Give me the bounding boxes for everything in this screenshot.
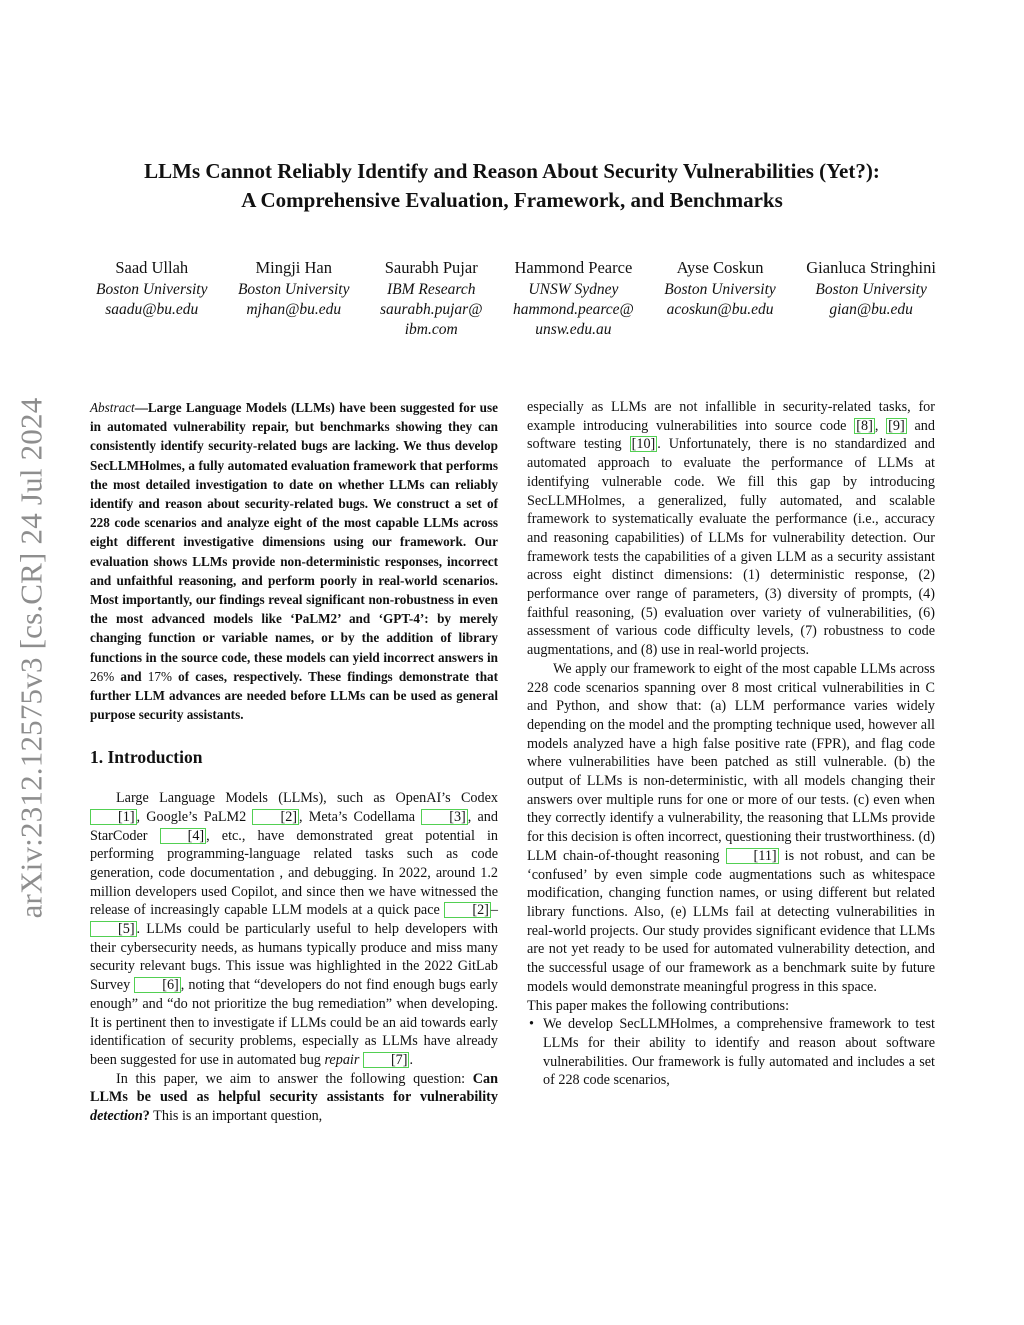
- author-name: Hammond Pearce: [514, 258, 633, 277]
- author-affiliation: UNSW Sydney: [528, 281, 619, 298]
- left-column: [90, 398, 498, 1126]
- emphasis-detection: detection: [90, 1108, 143, 1125]
- author-block: [96, 258, 208, 340]
- citation-link[interactable]: [3]: [421, 809, 468, 825]
- citation-link[interactable]: [6]: [134, 977, 181, 993]
- author-email: gian@bu.edu: [829, 301, 913, 318]
- author-block: [664, 258, 776, 340]
- author-affiliation: Boston University: [237, 281, 350, 298]
- author-block: [238, 258, 350, 340]
- section-heading-introduction: 1. Introduction: [90, 747, 203, 768]
- author-block: [806, 258, 936, 340]
- text-run: We apply our framework to eight of the most capable LLMs across 228 code scenarios spanning over 8 most critical vulnerabilities in C and Python, and show that: (a) LLM performance varies widely depending on the model and the prompting technique used, however all models analyzed have a high false positive rate (FPR), and flag code where vulnerabilities have been patched as still vulnerable. (b) the output of LLMs is non-deterministic, with all models changing their answers over multiple runs for one or more of our tests. (c) even when they correctly identify a vulnerability, the reasoning that LLMs provide for this decision is often incorrect, questioning their trustworthiness. (d) LLM chain-of-thought reasoning: [527, 660, 935, 864]
- text-run: .: [409, 1052, 414, 1068]
- author-name: Gianluca Stringhini: [806, 258, 936, 277]
- text-run: , and StarCoder: [90, 808, 498, 844]
- author-affiliation: Boston University: [664, 281, 776, 298]
- citation-link[interactable]: [7]: [363, 1052, 410, 1068]
- text-run: –: [490, 902, 498, 919]
- right-paragraph-1: [527, 398, 935, 660]
- abstract: [90, 398, 498, 724]
- paper-title: [60, 157, 964, 215]
- intro-paragraph-2: [90, 1070, 498, 1126]
- abstract-percent-1: 26%: [90, 668, 115, 684]
- author-affiliation: IBM Research: [386, 281, 476, 298]
- author-affiliation: Boston University: [815, 281, 927, 298]
- abstract-and: and: [120, 668, 142, 684]
- author-affiliation: Boston University: [96, 281, 208, 298]
- text-run: , Google’s PaLM2: [136, 808, 253, 825]
- citation-link[interactable]: [11]: [726, 848, 779, 864]
- emphasis-repair: repair: [324, 1052, 360, 1068]
- abstract-tail: of cases, respectively. These findings demonstrate that further LLM advances are needed before LLMs can be used as general purpose security assistants.: [90, 668, 499, 723]
- citation-link[interactable]: [5]: [90, 921, 137, 937]
- abstract-text: Large Language Models (LLMs) have been suggested for use in automated vulnerability repair, but benchmarks showing they can consistently identify security-related bugs are lacking. We thus develop SecLLMHolmes, a fully automated evaluation framework that performs the most detailed investigation to date on whether LLMs can reliably identify and reason about security-related bugs. We construct a set of 228 code scenarios and analyze eight of the most capable LLMs across eight different investigative dimensions using our framework. Our evaluation shows LLMs provide non-deterministic responses, incorrect and unfaithful reasoning, and perform poorly in real-world scenarios. Most importantly, our findings reveal significant non-robustness in even the most advanced models like ‘PaLM2’ and ‘GPT-4’: by merely changing function or variable names, or by the addition of library functions in the source code, these models can yield incorrect answers in: [90, 400, 498, 665]
- text-run: In this paper, we aim to answer the following question:: [116, 1070, 466, 1087]
- citation-link[interactable]: [8]: [856, 417, 873, 434]
- author-name: Ayse Coskun: [676, 258, 764, 277]
- right-paragraph-2: [527, 660, 935, 997]
- author-email-continued: ibm.com: [404, 321, 458, 338]
- abstract-percent-2: 17%: [147, 668, 172, 684]
- abstract-dash: —: [134, 400, 148, 415]
- text-run: , Meta’s Codellama: [299, 808, 422, 825]
- research-question: Can LLMs be used as helpful security assistants for vulnerability: [90, 1070, 498, 1106]
- title-line-2: A Comprehensive Evaluation, Framework, and Benchmarks: [241, 188, 783, 212]
- author-email: saadu@bu.edu: [105, 301, 199, 318]
- citation-link[interactable]: [4]: [160, 828, 207, 844]
- contributions-intro: This paper makes the following contributions:: [527, 997, 790, 1014]
- arxiv-sidebar-identifier: [6, 372, 56, 944]
- text-run: This is an important question,: [149, 1108, 323, 1125]
- intro-paragraph-1: [90, 789, 498, 1070]
- author-email: acoskun@bu.edu: [666, 301, 774, 318]
- author-name: Saad Ullah: [115, 258, 189, 277]
- right-column: [527, 398, 935, 1090]
- text-run: especially as LLMs are not infallible in security-related tasks, for example introducing vulnerabilities into source code: [527, 399, 935, 434]
- citation-link[interactable]: [9]: [888, 417, 905, 434]
- text-run: . LLMs could be particularly useful to help developers with their cybersecurity needs, as humans typically produce and miss many security relevant bugs. This issue was highlighted in the 2022 GitLab Survey: [90, 921, 498, 994]
- text-run: is not robust, and can be ‘confused’ by even simple code augmentations such as whitespace modification, changing function names, or using different but related library functions. Also, (e) LLMs fail at detecting vulnerabilities in real-world projects. Our study provides significant evidence that LLMs are not yet ready to be used for automated vulnerability detection, and the successful usage of our framework as a benchmark suite by future models would demonstrate meaningful progress in this space.: [527, 847, 935, 995]
- arxiv-id-text: arXiv:2312.12575v3 [cs.CR] 24 Jul 2024: [13, 397, 49, 919]
- text-run: , noting that “developers do not find enough bugs early enough” and “do not prioritize the bug remediation” when developing. It is pertinent then to investigate if LLMs could be an aid towards early identification of security problems, especially as LLMs have already been suggested for use in automated bug: [90, 977, 498, 1068]
- title-line-1: LLMs Cannot Reliably Identify and Reason About Security Vulnerabilities (Yet?):: [144, 159, 880, 183]
- citation-link[interactable]: [2]: [444, 902, 491, 918]
- citation-link[interactable]: [2]: [252, 809, 299, 825]
- author-email: mjhan@bu.edu: [246, 301, 342, 318]
- citation-link[interactable]: [10]: [631, 436, 656, 453]
- text-run: . Unfortunately, there is no standardized and automated approach to evaluate the performance of LLMs at identifying vulnerable code. We fill this gap by introducing SecLLMHolmes, a generalized, fully automated, and scalable framework to systematically evaluate the performance (i.e., accuracy and reasoning capabilities) of LLMs for vulnerability detection. Our framework tests the capabilities of a given LLM as a security assistant across eight distinct dimensions: (1) deterministic response, (2) performance over range of parameters, (3) diversity of prompts, (4) faithful reasoning, (5) evaluation over variety of vulnerabilities, (6) assessment of various code difficulty levels, (7) robustness to code augmentations, and (8) use in real-world projects.: [527, 436, 936, 659]
- text-run: ,: [874, 417, 887, 434]
- author-block: [513, 258, 634, 340]
- text-run: and software testing: [527, 417, 935, 453]
- question-mark: ?: [142, 1108, 150, 1125]
- text-run: Large Language Models (LLMs), such as OpenAI’s Codex: [116, 790, 498, 807]
- author-name: Mingji Han: [255, 258, 332, 277]
- author-list: [96, 258, 936, 340]
- author-email: hammond.pearce@: [512, 301, 634, 318]
- list-item: • We develop SecLLMHolmes, a comprehensive framework to test LLMs for their ability to identify and reason about software vulnerabilities. Our framework is fully automated and includes a set of 228 code scenarios,: [543, 1015, 935, 1090]
- author-name: Saurabh Pujar: [384, 258, 478, 277]
- author-email-continued: unsw.edu.au: [535, 321, 612, 338]
- abstract-label: Abstract: [90, 400, 135, 415]
- author-email: saurabh.pujar@: [379, 301, 483, 318]
- citation-link[interactable]: [1]: [90, 809, 137, 825]
- contributions-list: [527, 1015, 935, 1090]
- text-run: , etc., have demonstrated great potential in performing programming-language related tasks such as code generation, code documentation , and debugging. In 2022, around 1.2 million developers used Copilot, and since then we have witnessed the release of increasingly capable LLM models at a quick pace: [90, 827, 499, 919]
- author-block: [380, 258, 483, 340]
